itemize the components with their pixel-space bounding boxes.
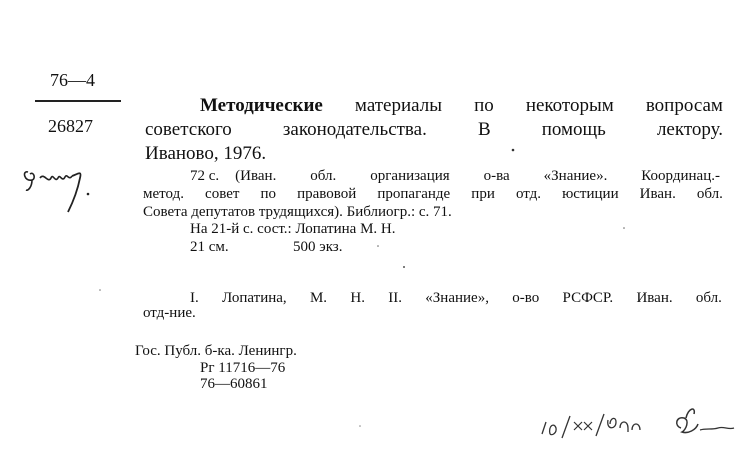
description-word: при — [471, 186, 495, 202]
description-word: Иван. — [639, 186, 676, 202]
library-name: Гос. Публ. б-ка. Ленингр. — [135, 343, 297, 359]
title-word: по — [474, 95, 494, 116]
title-word: законодательства. — [282, 119, 427, 140]
title-lead-word: Методические — [200, 95, 323, 116]
description-word: юстиции — [562, 186, 619, 202]
title-word: советского — [145, 119, 232, 140]
shelfmark-top: 76—4 — [50, 70, 95, 90]
tracing-word: М. — [309, 290, 328, 306]
title-line-3: Иваново, 1976. — [145, 143, 267, 164]
compiler-note: На 21-й с. сост.: Лопатина М. Н. — [190, 221, 396, 237]
description-word: обл. — [696, 186, 723, 202]
description-word: правовой — [297, 186, 357, 202]
title-word: В — [477, 119, 491, 140]
description-word: по — [260, 186, 277, 202]
description-word: метод. — [143, 186, 184, 202]
library-code-1: Рг 11716—76 — [200, 360, 286, 376]
description-word: «Знание». — [543, 168, 608, 184]
tracing-word: обл. — [695, 290, 722, 306]
description-word: о-ва — [483, 168, 510, 184]
description-word: Координац.- — [641, 168, 720, 184]
tracing-word: Лопатина, — [222, 290, 287, 306]
tracing-word: о-во — [512, 290, 540, 306]
copies-text: 500 экз. — [293, 239, 343, 255]
title-word: помощь — [541, 119, 606, 140]
description-word: совет — [205, 186, 240, 202]
library-code-2: 76—60861 — [200, 376, 268, 392]
title-word: вопросам — [645, 95, 723, 116]
tracings-line-2: отд-ние. — [143, 305, 196, 321]
description-word: обл. — [310, 168, 337, 184]
description-word: пропаганде — [377, 186, 451, 202]
size-text: 21 см. — [190, 239, 229, 255]
title-word: лектору. — [656, 119, 723, 140]
tracing-word: «Знание», — [425, 290, 489, 306]
tracing-word: Н. — [350, 290, 365, 306]
shelfmark-bottom: 26827 — [48, 116, 93, 136]
description-word: организация — [370, 168, 450, 184]
tracing-word: I. — [190, 290, 199, 306]
description-word: отд. — [515, 186, 541, 202]
tracing-word: РСФСР. — [562, 290, 614, 306]
description-line-3: Совета депутатов трудящихся). Библиогр.: с. 71. — [143, 204, 452, 220]
description-word: (Иван. — [235, 168, 277, 184]
title-word: некоторым — [525, 95, 614, 116]
title-word: материалы — [354, 95, 443, 116]
tracing-word: Иван. — [636, 290, 673, 306]
page-count: 72 с. — [190, 168, 220, 184]
tracing-word: II. — [388, 290, 402, 306]
